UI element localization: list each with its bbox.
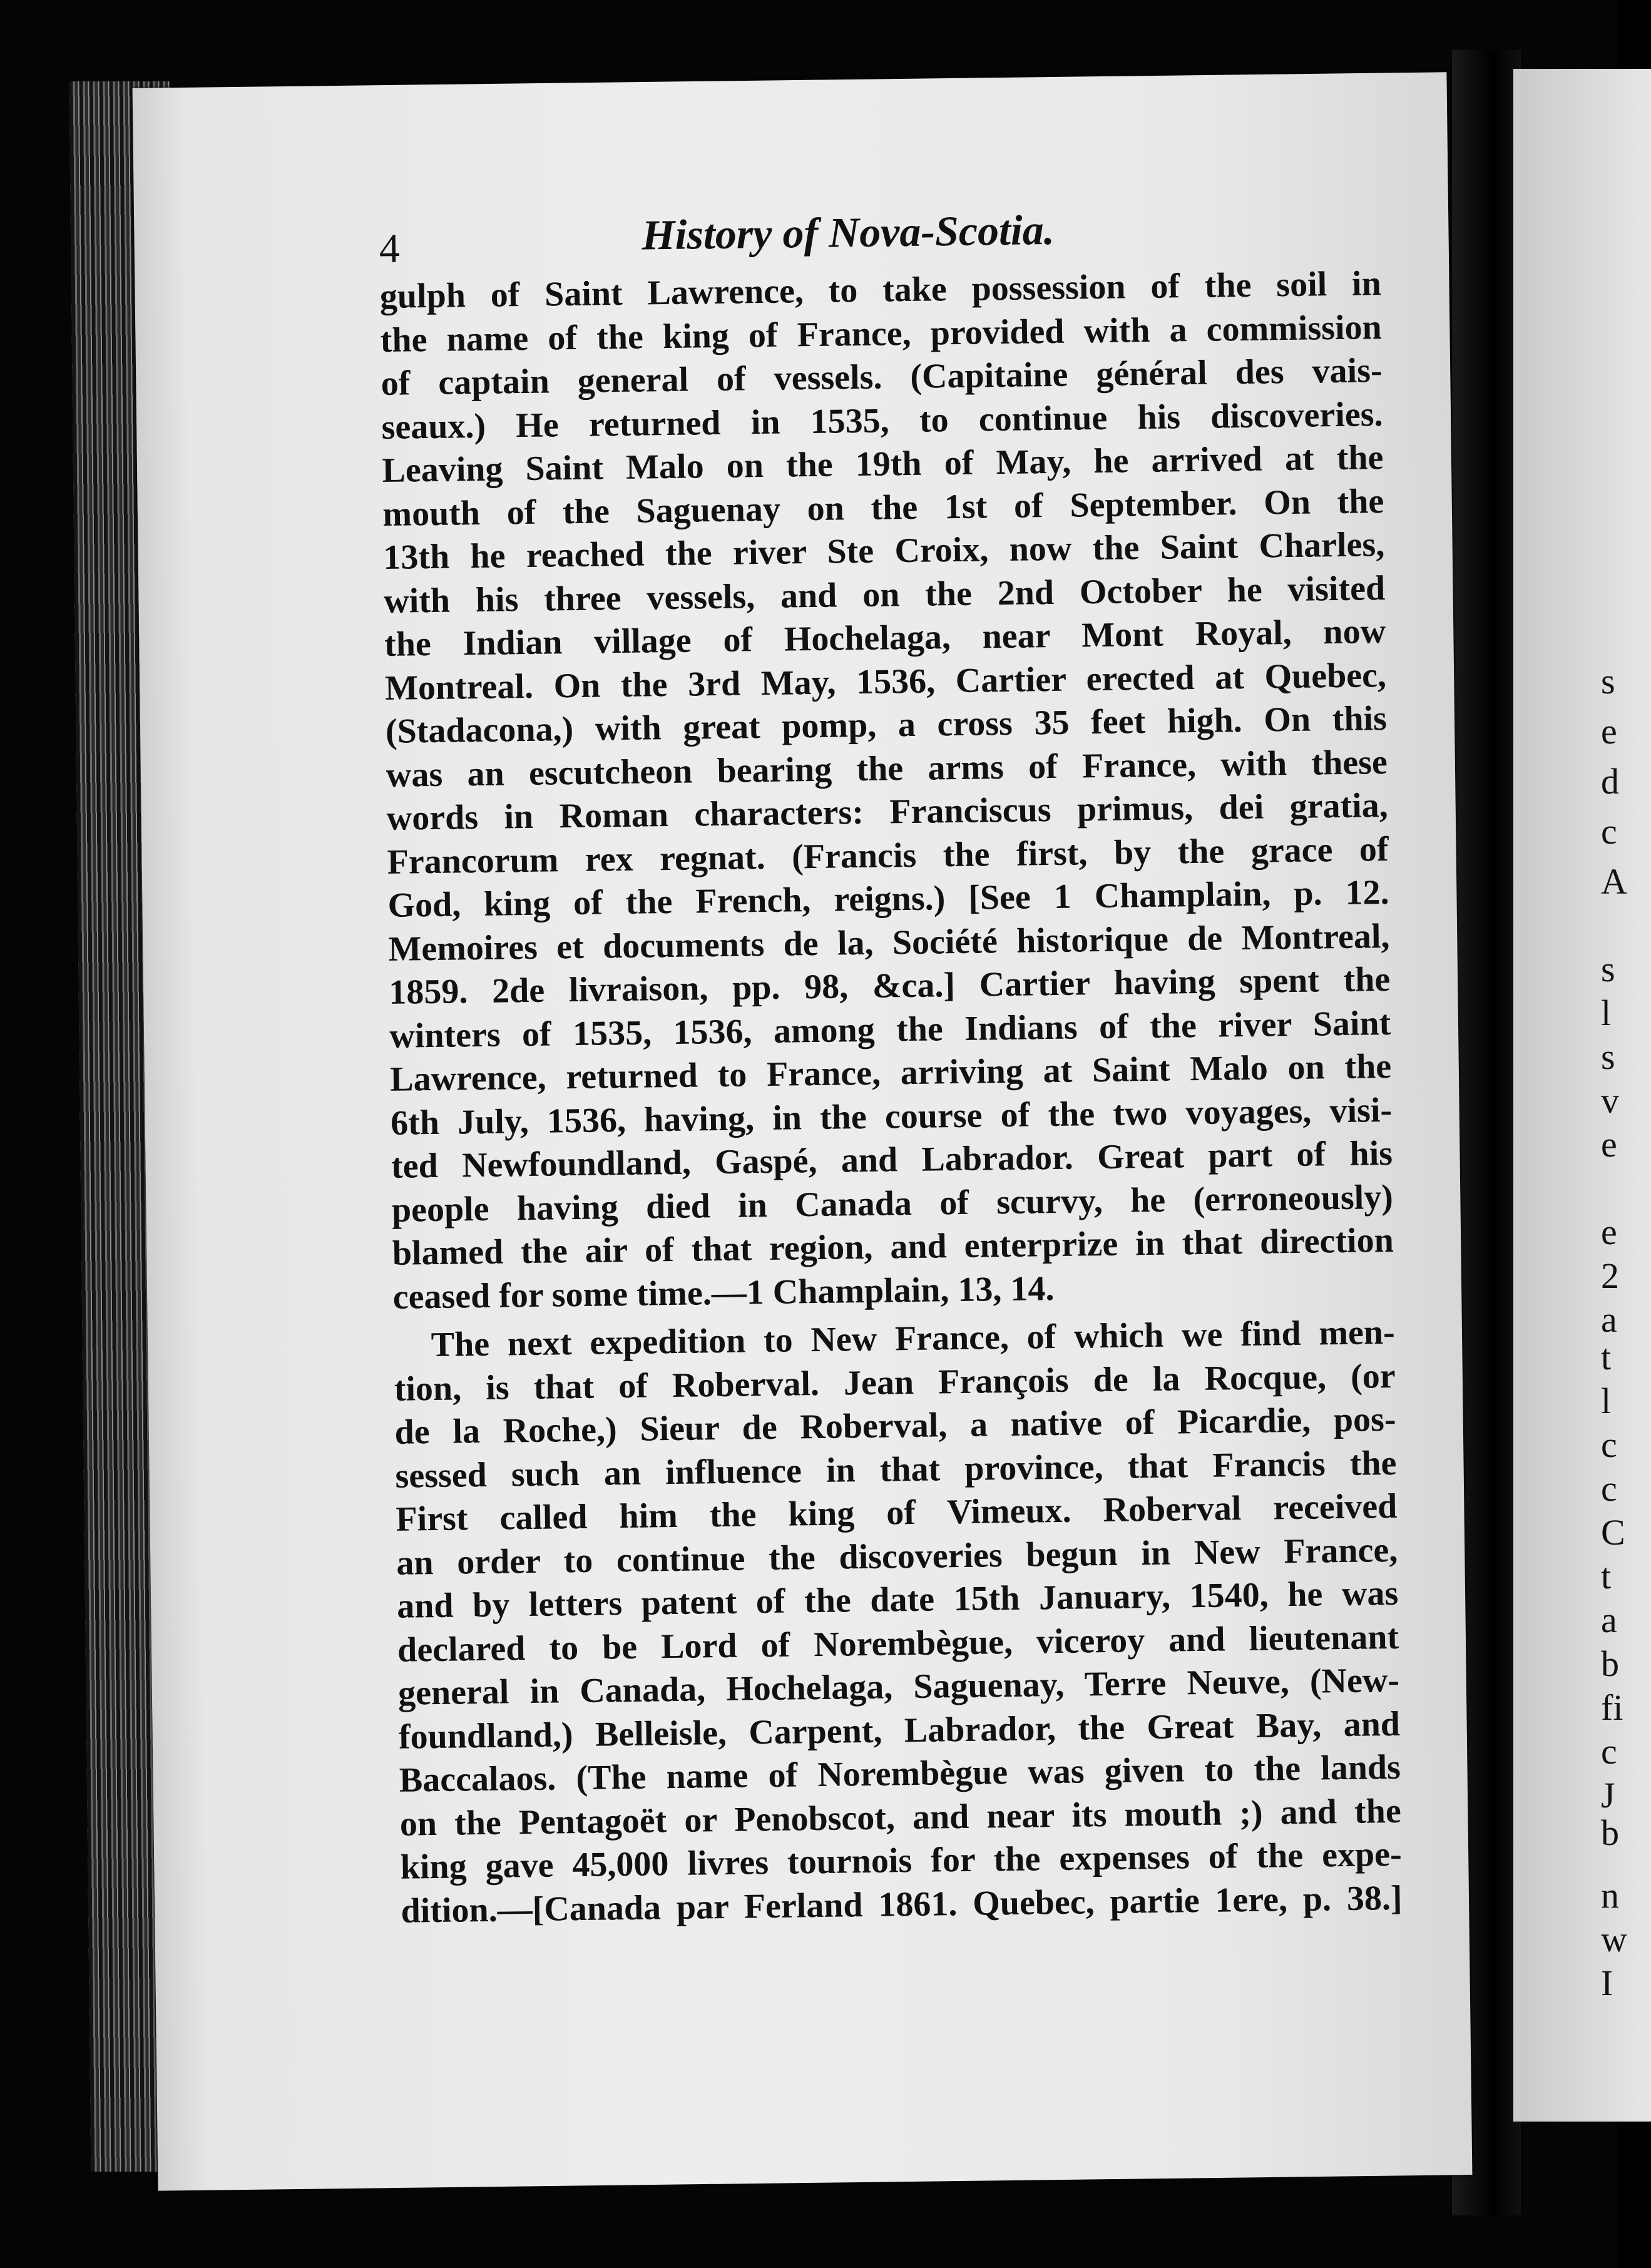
text-line: 13th he reached the river Ste Croix, now the Saint Charles, xyxy=(382,525,1385,577)
text-line: Baccalaos. (The name of Norembègue was given to the lands xyxy=(399,1747,1401,1800)
text-line: dition.—[Canada par Ferland 1861. Quebec, partie 1ere, p. 38.] xyxy=(401,1878,1403,1931)
facing-page-edge xyxy=(1513,69,1651,2122)
page-content xyxy=(379,193,1403,1933)
text-line: foundland,) Belleisle, Carpent, Labrador, the Great Bay, and xyxy=(398,1704,1401,1757)
text-line: gulph of Saint Lawrence, to take possession of the soil in xyxy=(379,264,1382,316)
text-line: people having died in Canada of scurvy, he (erroneously) xyxy=(391,1177,1394,1230)
text-line: the Indian village of Hochelaga, near Mont Royal, now xyxy=(384,611,1386,664)
facing-page-fragment: I xyxy=(1601,1963,1613,2003)
facing-page-fragment: c xyxy=(1601,1468,1617,1509)
facing-page-fragment: 2 xyxy=(1601,1255,1619,1296)
text-line: 1859. 2de livraison, pp. 98, &ca.] Cartier having spent the xyxy=(389,959,1391,1012)
facing-page-fragment: s xyxy=(1601,661,1615,702)
facing-page-fragment: w xyxy=(1601,1919,1627,1959)
facing-page-fragment: b xyxy=(1601,1812,1619,1853)
text-line: general in Canada, Hochelaga, Saguenay, Terre Neuve, (New- xyxy=(397,1660,1400,1713)
text-line: Memoires et documents de la, Société historique de Montreal, xyxy=(388,916,1390,969)
text-line: was an escutcheon bearing the arms of France, with these xyxy=(386,742,1388,795)
running-title: History of Nova-Scotia. xyxy=(641,205,1055,259)
facing-page-fragment: a xyxy=(1601,1299,1617,1340)
text-line: words in Roman characters: Franciscus primus, dei gratia, xyxy=(386,785,1389,838)
text-line: Leaving Saint Malo on the 19th of May, he arrived at the xyxy=(382,438,1384,490)
text-line: The next expedition to New France, of which we find men- xyxy=(431,1312,1396,1365)
facing-page-fragment: fi xyxy=(1601,1687,1623,1728)
text-line: Francorum rex regnat. (Francis the first, by the grace of xyxy=(387,829,1389,882)
facing-page-fragment: c xyxy=(1601,1424,1617,1465)
text-line: declared to be Lord of Norembègue, viceroy and lieutenant xyxy=(397,1617,1399,1670)
facing-page-fragment: a xyxy=(1601,1600,1617,1640)
text-line: ceased for some time.—1 Champlain, 13, 14. xyxy=(392,1269,1055,1317)
text-line: Lawrence, returned to France, arriving at Saint Malo on the xyxy=(389,1046,1392,1099)
facing-page-fragment: A xyxy=(1601,861,1627,902)
text-line: (Stadacona,) with great pomp, a cross 35 feet high. On this xyxy=(385,698,1388,751)
text-line: God, king of the French, reigns.) [See 1 Champlain, p. 12. xyxy=(387,872,1389,925)
facing-page-fragment: c xyxy=(1601,1731,1617,1772)
text-line: First called him the king of Vimeux. Roberval received xyxy=(396,1486,1398,1539)
text-line: of captain general of vessels. (Capitaine général des vais- xyxy=(381,351,1383,403)
paragraph-2 xyxy=(393,1311,1403,1933)
text-line: and by letters patent of the date 15th January, 1540, he was xyxy=(396,1573,1399,1626)
facing-page-fragment: J xyxy=(1601,1775,1615,1816)
text-line: the name of the king of France, provided with a commission xyxy=(380,307,1383,360)
facing-page-fragment: C xyxy=(1601,1512,1625,1553)
text-line: on the Pentagoët or Penobscot, and near its mouth ;) and the xyxy=(399,1791,1402,1844)
text-line: winters of 1535, 1536, among the Indians of the river Saint xyxy=(389,1003,1391,1056)
facing-page-fragment: n xyxy=(1601,1875,1619,1916)
paragraph-1 xyxy=(379,262,1394,1319)
text-line: with his three vessels, and on the 2nd October he visited xyxy=(383,568,1386,621)
facing-page-fragment: l xyxy=(1601,1381,1612,1421)
facing-page-fragment: l xyxy=(1601,993,1612,1033)
facing-page-fragment: t xyxy=(1601,1337,1612,1377)
page-header xyxy=(379,193,1381,275)
facing-page-fragment: e xyxy=(1601,1212,1617,1252)
facing-page-fragment: s xyxy=(1601,949,1615,989)
facing-page-fragment: e xyxy=(1601,1124,1617,1165)
page-number: 4 xyxy=(379,225,401,272)
text-line: an order to continue the discoveries begun in New France, xyxy=(396,1530,1398,1583)
text-line: blamed the air of that region, and enterprize in that direction xyxy=(392,1220,1394,1273)
text-line: sessed such an influence in that province, that Francis the xyxy=(395,1443,1397,1496)
text-line: mouth of the Saguenay on the 1st of September. On the xyxy=(382,481,1384,534)
facing-page-fragment: e xyxy=(1601,711,1617,752)
text-line: seaux.) He returned in 1535, to continue his discoveries. xyxy=(381,394,1383,447)
text-line: ted Newfoundland, Gaspé, and Labrador. Great part of his xyxy=(391,1133,1393,1186)
facing-page-fragment: s xyxy=(1601,1036,1615,1077)
facing-page-fragment: d xyxy=(1601,761,1619,802)
text-line: de la Roche,) Sieur de Roberval, a native of Picardie, pos- xyxy=(394,1399,1396,1452)
facing-page-fragment: t xyxy=(1601,1556,1612,1596)
facing-page-fragment: v xyxy=(1601,1080,1619,1121)
text-line: Montreal. On the 3rd May, 1536, Cartier erected at Quebec, xyxy=(384,655,1387,708)
text-line: 6th July, 1536, having, in the course of the two voyages, visi- xyxy=(390,1090,1393,1143)
facing-page-fragment: c xyxy=(1601,811,1617,852)
facing-page-fragment: b xyxy=(1601,1643,1619,1684)
text-line: king gave 45,000 livres tournois for the expenses of the expe- xyxy=(400,1834,1403,1887)
text-line: tion, is that of Roberval. Jean François de la Rocque, (or xyxy=(394,1356,1396,1409)
